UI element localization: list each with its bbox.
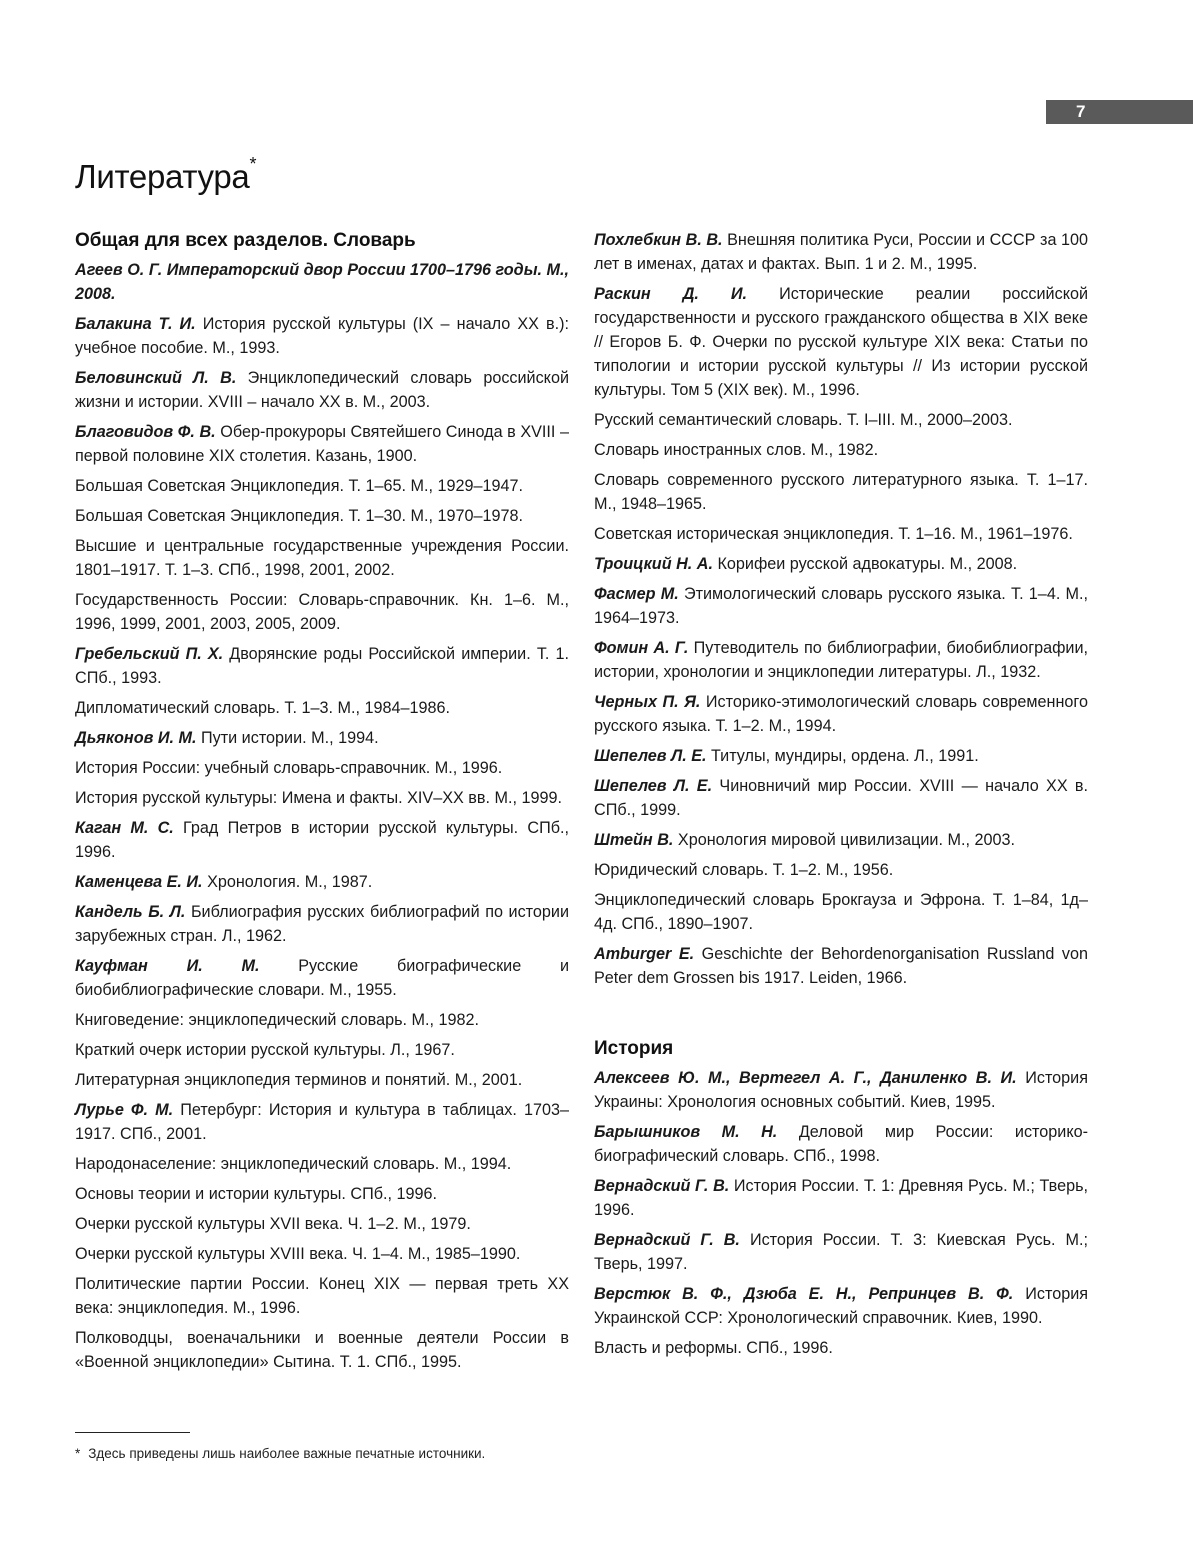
entry-author: Беловинский Л. В.	[75, 369, 237, 387]
bibliography-entry	[75, 642, 569, 690]
entry-text: Исторические реалии российской государственности и русского гражданского общества в XIX веке // Егоров Б. Ф. Очерки по русской культуре XIX века: Статьи по типологии и истории русской культуры // Из истории русской культуры. Том 5 (XIX век). М., 1996.	[594, 285, 1089, 399]
entry-author: Балакина Т. И.	[75, 315, 196, 333]
entry-author: Шепелев Л. Е.	[594, 777, 713, 795]
entry-text: Град Петров в истории русской культуры. СПб., 1996.	[75, 819, 569, 861]
entry-text: Словарь иностранных слов. М., 1982.	[594, 441, 879, 459]
bibliography-entry	[594, 552, 1088, 576]
bibliography-entry	[75, 900, 569, 948]
bibliography-entry	[594, 408, 1088, 432]
page-number: 7	[1076, 102, 1086, 121]
bibliography-entry	[594, 858, 1088, 882]
bibliography-entry	[594, 282, 1088, 402]
entry-author: Вернадский Г. В.	[594, 1231, 740, 1249]
bibliography-entry	[75, 786, 569, 810]
bibliography-entry	[75, 474, 569, 498]
bibliography-entry	[594, 468, 1088, 516]
title-footnote-mark: *	[249, 154, 257, 174]
entry-text: Краткий очерк истории русской культуры. Л., 1967.	[75, 1041, 455, 1059]
footnote	[75, 1446, 485, 1461]
bibliography-entry	[75, 1242, 569, 1266]
bibliography-entry	[75, 420, 569, 468]
entry-text: История России. Т. 1: Древняя Русь. М.; Тверь, 1996.	[594, 1177, 1088, 1219]
entry-text: Государственность России: Словарь-справочник. Кн. 1–6. М., 1996, 1999, 2001, 2003, 2005, 2009.	[75, 591, 569, 633]
entry-author: Каменцева Е. И.	[75, 873, 203, 891]
entry-text: Большая Советская Энциклопедия. Т. 1–30. М., 1970–1978.	[75, 507, 524, 525]
entry-text: Обер-прокуроры Святейшего Синода в XVIII – первой половине XIX столетия. Казань, 1900.	[75, 423, 570, 465]
bibliography-entry	[75, 588, 569, 636]
entry-author: Amburger E.	[594, 945, 695, 963]
bibliography-entry	[75, 756, 569, 780]
footnote-mark: *	[75, 1446, 81, 1461]
entry-text: Дворянские роды Российской империи. Т. 1. СПб., 1993.	[75, 645, 570, 687]
bibliography-entry	[594, 228, 1088, 276]
bibliography-entry	[594, 1066, 1088, 1114]
entry-text: Словарь современного русского литературного языка. Т. 1–17. М., 1948–1965.	[594, 471, 1088, 513]
entry-author: Каган М. С.	[75, 819, 174, 837]
bibliography-entry	[594, 582, 1088, 630]
bibliography-entry	[594, 888, 1088, 936]
bibliography-entry	[75, 1212, 569, 1236]
bibliography-entry	[594, 522, 1088, 546]
entry-text: Литературная энциклопедия терминов и понятий. М., 2001.	[75, 1071, 523, 1089]
entry-author: Дьяконов И. М.	[75, 729, 197, 747]
entry-text: Юридический словарь. Т. 1–2. М., 1956.	[594, 861, 894, 879]
entry-author: Вернадский Г. В.	[594, 1177, 730, 1195]
bibliography-entry	[75, 1272, 569, 1320]
bibliography-entry	[594, 438, 1088, 462]
entry-author: Гребельский П. Х.	[75, 645, 224, 663]
bibliography-entry	[594, 1282, 1088, 1330]
bibliography-entry	[594, 1174, 1088, 1222]
entry-author: Лурье Ф. М.	[75, 1101, 174, 1119]
bibliography-entry	[75, 696, 569, 720]
entry-text: История России. Т. 3: Киевская Русь. М.; Тверь, 1997.	[594, 1231, 1088, 1273]
bibliography-entry	[75, 1038, 569, 1062]
bibliography-entry	[75, 1182, 569, 1206]
entry-text: История России: учебный словарь-справочник. М., 1996.	[75, 759, 503, 777]
entry-author: Троицкий Н. А.	[594, 555, 713, 573]
bibliography-entry	[594, 774, 1088, 822]
entry-text: Чиновничий мир России. XVIII — начало XX в. СПб., 1999.	[594, 777, 1089, 819]
entry-author: Благовидов Ф. В.	[75, 423, 216, 441]
entry-text: Очерки русской культуры XVIII века. Ч. 1–4. М., 1985–1990.	[75, 1245, 521, 1263]
page-title-text: Литература	[75, 158, 250, 195]
entry-text: Энциклопедический словарь Брокгауза и Эфрона. Т. 1–84, 1д–4д. СПб., 1890–1907.	[594, 891, 1088, 933]
entry-text: Хронология мировой цивилизации. М., 2003.	[677, 831, 1015, 849]
bibliography-entry	[75, 954, 569, 1002]
entry-text: История русской культуры: Имена и факты. XIV–XX вв. М., 1999.	[75, 789, 562, 807]
bibliography-entry	[75, 1068, 569, 1092]
footnote-text: Здесь приведены лишь наиболее важные печатные источники.	[88, 1446, 486, 1461]
entry-author: Фомин А. Г.	[594, 639, 689, 657]
entry-author: Барышников М. Н.	[594, 1123, 778, 1141]
entry-text: Власть и реформы. СПб., 1996.	[594, 1339, 833, 1357]
entry-text: Внешняя политика Руси, России и СССР за 100 лет в именах, датах и фактах. Вып. 1 и 2. М., 1995.	[594, 231, 1089, 273]
entry-text: История русской культуры (IX – начало XX в.): учебное пособие. М., 1993.	[75, 315, 570, 357]
entry-author: Верстюк В. Ф., Дзюба Е. Н., Репринцев В. Ф.	[594, 1285, 1014, 1303]
entry-text: Титулы, мундиры, ордена. Л., 1991.	[710, 747, 979, 765]
entry-text: Книговедение: энциклопедический словарь. М., 1982.	[75, 1011, 480, 1029]
footnote-divider	[75, 1432, 190, 1433]
bibliography-entry	[75, 534, 569, 582]
entry-text: Библиография русских библиографий по истории зарубежных стран. Л., 1962.	[75, 903, 569, 945]
entry-author: Шепелев Л. Е.	[594, 747, 707, 765]
entry-text: История Украинской ССР: Хронологический справочник. Киев, 1990.	[594, 1285, 1089, 1327]
right-entry-list	[594, 228, 1088, 990]
entry-author: Похлебкин В. В.	[594, 231, 723, 249]
entry-text: Большая Советская Энциклопедия. Т. 1–65. М., 1929–1947.	[75, 477, 524, 495]
history-entry-list	[594, 1066, 1088, 1360]
bibliography-entry	[75, 1152, 569, 1176]
bibliography-entry	[594, 1336, 1088, 1360]
bibliography-entry	[75, 1326, 569, 1374]
entry-text: Пути истории. М., 1994.	[201, 729, 379, 747]
entry-author: Штейн В.	[594, 831, 674, 849]
entry-text: Geschichte der Behordenorganisation Russland von Peter dem Grossen bis 1917. Leiden, 1966.	[594, 945, 1088, 987]
bibliography-entry	[594, 690, 1088, 738]
bibliography-entry	[594, 942, 1088, 990]
entry-text: Историко-этимологический словарь современного русского языка. Т. 1–2. М., 1994.	[594, 693, 1088, 735]
entry-text: Советская историческая энциклопедия. Т. 1–16. М., 1961–1976.	[594, 525, 1073, 543]
bibliography-entry	[75, 1008, 569, 1032]
bibliography-entry	[75, 816, 569, 864]
section-heading-history: История	[594, 1038, 674, 1059]
bibliography-entry	[75, 504, 569, 528]
entry-text: Корифеи русской адвокатуры. М., 2008.	[717, 555, 1018, 573]
bibliography-entry	[75, 726, 569, 750]
entry-text: Политические партии России. Конец XIX — первая треть XX века: энциклопедия. М., 1996.	[75, 1275, 569, 1317]
entry-author: Кауфман И. М.	[75, 957, 260, 975]
entry-text: Высшие и центральные государственные учреждения России. 1801–1917. Т. 1–3. СПб., 1998, 2001, 2002.	[75, 537, 569, 579]
bibliography-entry	[594, 636, 1088, 684]
bibliography-entry	[75, 1098, 569, 1146]
entry-text: Энциклопедический словарь российской жизни и истории. XVIII – начало XX в. М., 2003.	[75, 369, 569, 411]
bibliography-entry	[75, 258, 569, 306]
entry-author: Черных П. Я.	[594, 693, 701, 711]
entry-text: Основы теории и истории культуры. СПб., 1996.	[75, 1185, 438, 1203]
entry-text: Петербург: История и культура в таблицах. 1703–1917. СПб., 2001.	[75, 1101, 570, 1143]
entry-text: Русские биографические и биобиблиографические словари. М., 1955.	[75, 957, 569, 999]
entry-text: Дипломатический словарь. Т. 1–3. М., 1984–1986.	[75, 699, 450, 717]
entry-text: Хронология. М., 1987.	[207, 873, 373, 891]
entry-text: Народонаселение: энциклопедический словарь. М., 1994.	[75, 1155, 512, 1173]
section-heading-general: Общая для всех разделов. Словарь	[75, 230, 416, 251]
page-number-tab	[1046, 100, 1193, 124]
entry-text: Путеводитель по библиографии, биобиблиографии, истории, хронологии и энциклопедии литературы. Л., 1932.	[594, 639, 1089, 681]
bibliography-entry	[75, 870, 569, 894]
entry-author: Кандель Б. Л.	[75, 903, 186, 921]
entry-author: Раскин Д. И.	[594, 285, 748, 303]
bibliography-entry	[594, 1120, 1088, 1168]
entry-text: Агеев О. Г. Императорский двор России 1700–1796 годы. М., 2008.	[75, 261, 569, 303]
bibliography-entry	[75, 366, 569, 414]
right-column	[594, 228, 1088, 1366]
entry-text: Русский семантический словарь. Т. I–III. М., 2000–2003.	[594, 411, 1013, 429]
bibliography-entry	[594, 828, 1088, 852]
left-entry-list	[75, 258, 569, 1374]
entry-author: Алексеев Ю. М., Вертегел А. Г., Даниленко В. И.	[594, 1069, 1017, 1087]
entry-text: Деловой мир России: историко-биографический словарь. СПб., 1998.	[594, 1123, 1088, 1165]
bibliography-entry	[594, 1228, 1088, 1276]
bibliography-entry	[75, 312, 569, 360]
left-column	[75, 228, 569, 1380]
entry-text: История Украины: Хронология основных событий. Киев, 1995.	[594, 1069, 1088, 1111]
entry-text: Полководцы, военачальники и военные деятели России в «Военной энциклопедии» Сытина. Т. 1. СПб., 1995.	[75, 1329, 569, 1371]
entry-author: Фасмер М.	[594, 585, 679, 603]
entry-text: Очерки русской культуры XVII века. Ч. 1–2. М., 1979.	[75, 1215, 471, 1233]
bibliography-entry	[594, 744, 1088, 768]
page-title	[75, 154, 257, 196]
entry-text: Этимологический словарь русского языка. Т. 1–4. М., 1964–1973.	[594, 585, 1089, 627]
